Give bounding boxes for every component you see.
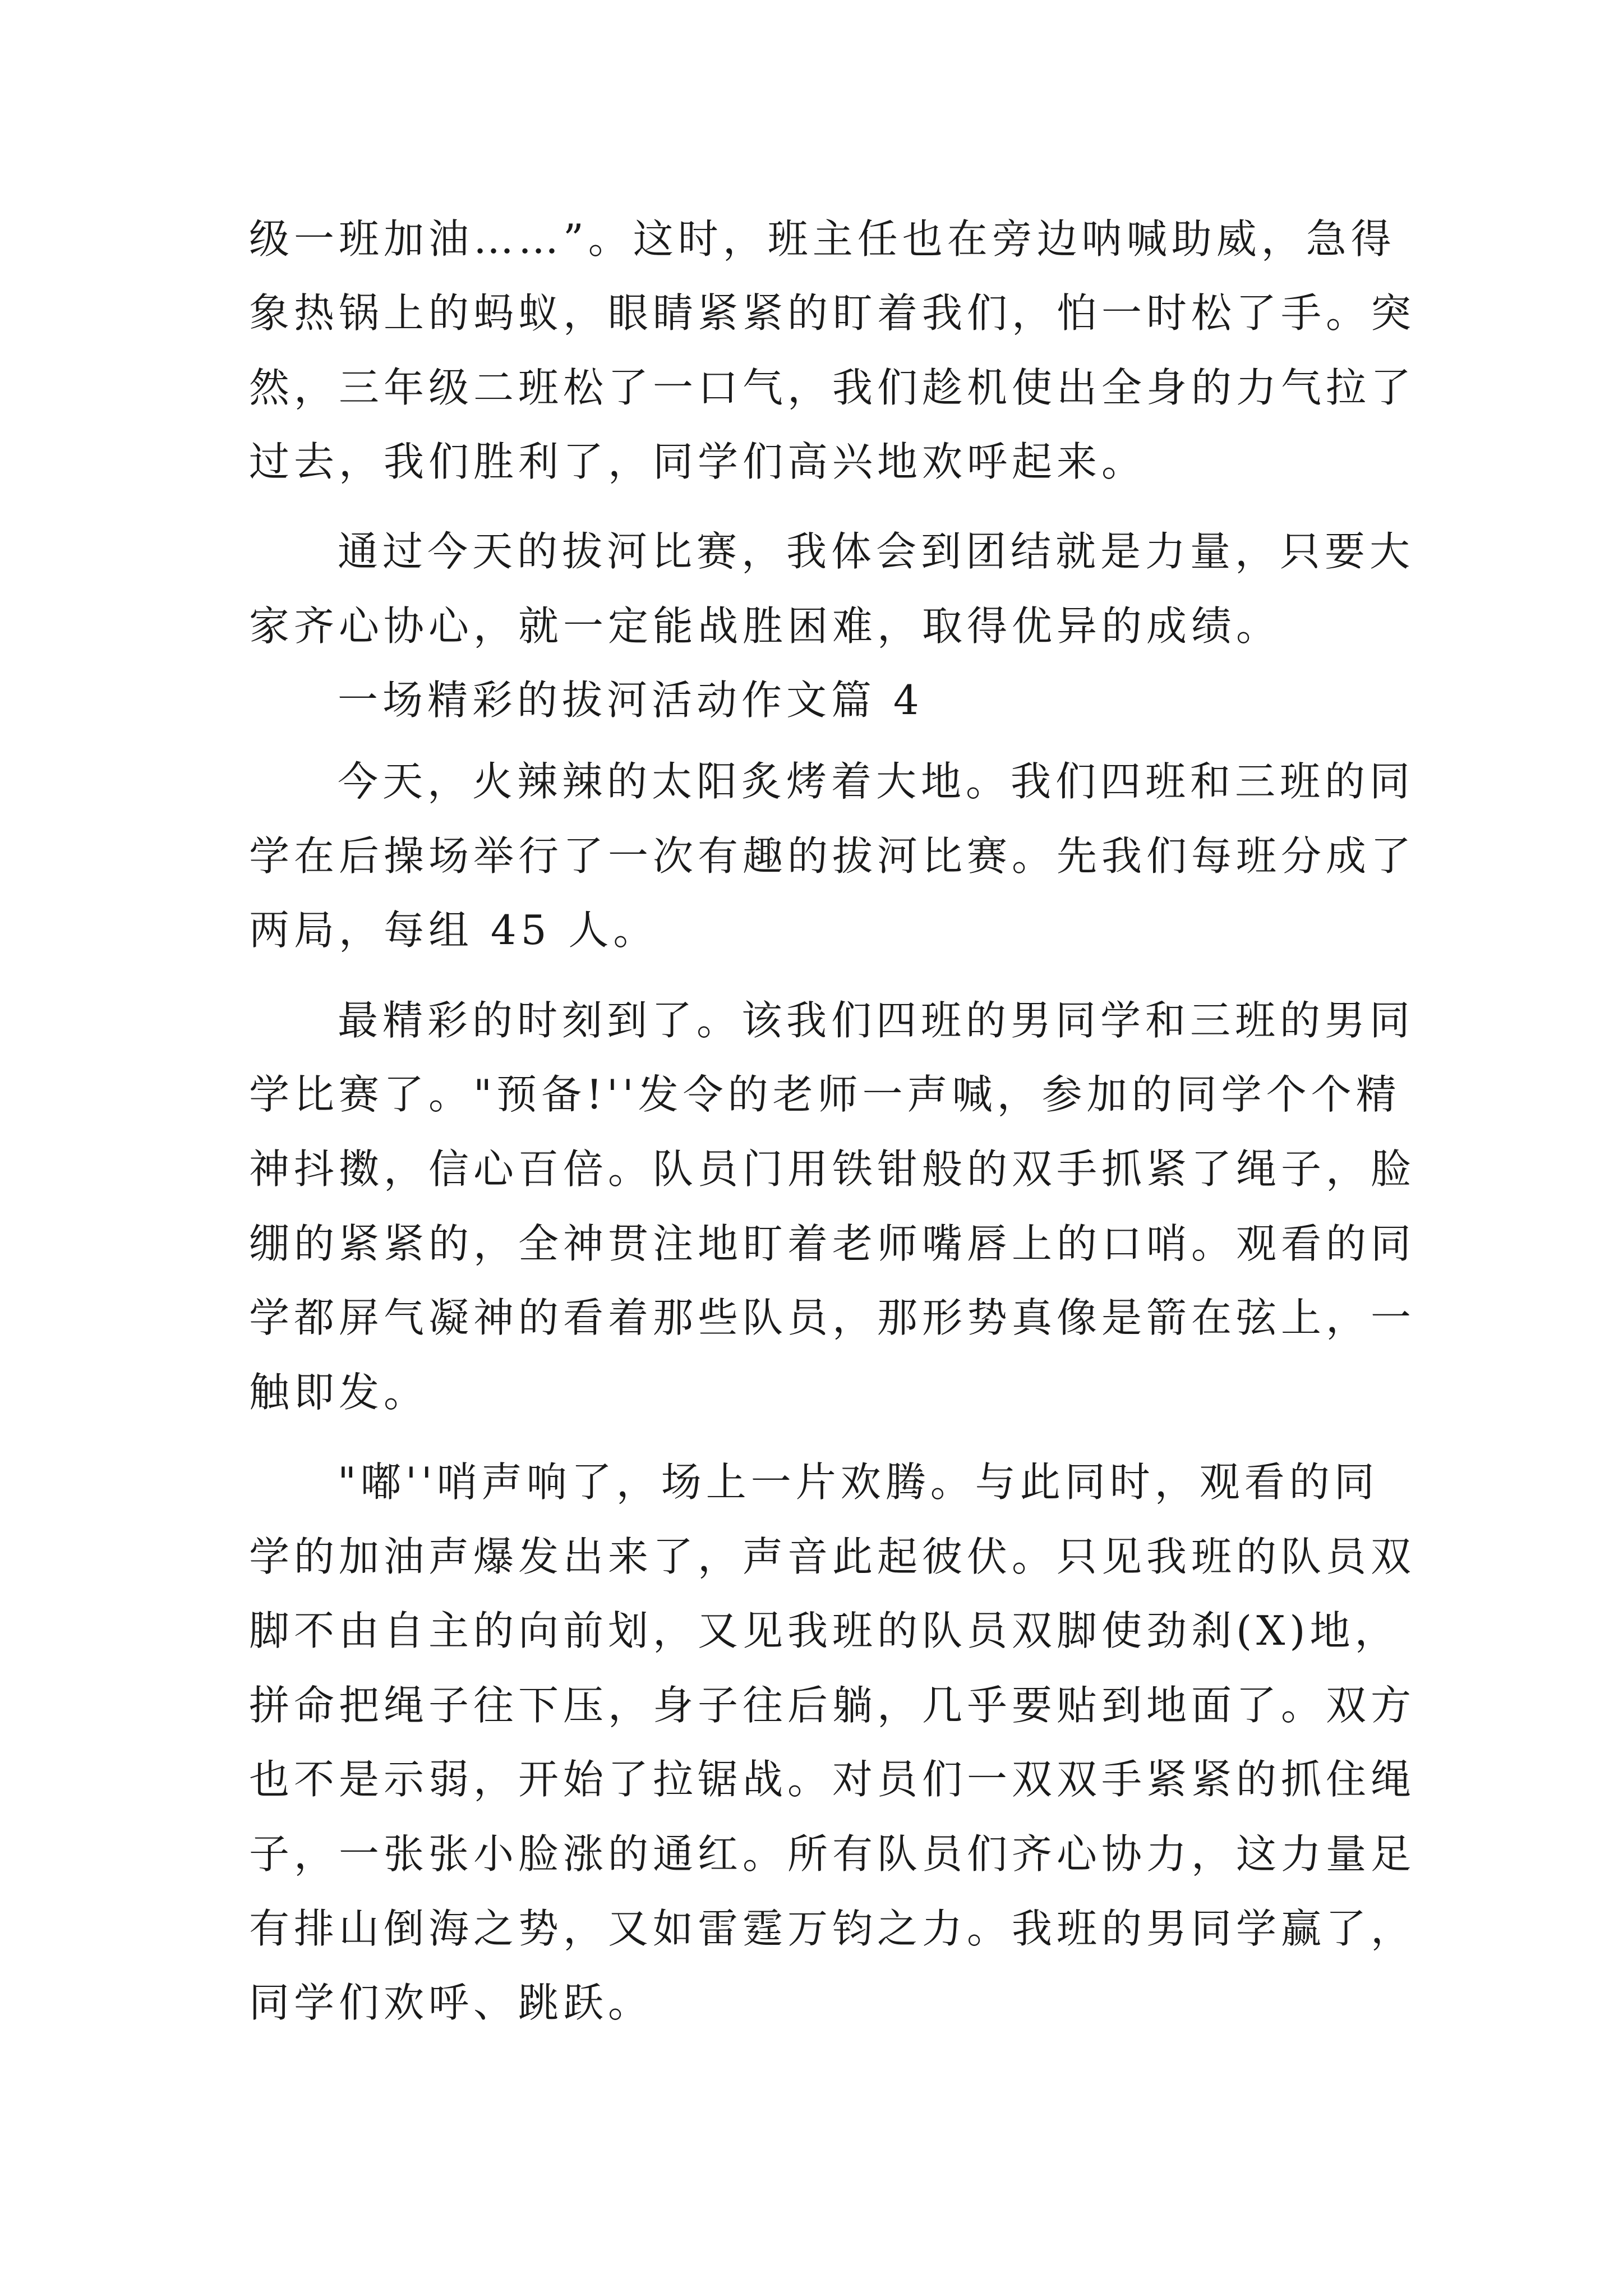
section-heading: 一场精彩的拔河活动作文篇 4 [338,677,924,724]
paragraph-start-line: 最精彩的时刻到了。该我们四班的男同学和三班的男同 [338,997,1415,1044]
text-line: 脚不由自主的向前划，又见我班的队员双脚使劲刹(X)地， [249,1607,1400,1654]
text-line: 触即发。 [249,1369,429,1416]
text-line: 两局，每组 45 人。 [249,907,658,954]
text-line: 也不是示弱，开始了拉锯战。对员们一双双手紧紧的抓住绳 [249,1756,1416,1803]
text-line: 象热锅上的蚂蚁，眼睛紧紧的盯着我们，怕一时松了手。突 [249,289,1416,337]
paragraph-start-line: 通过今天的拔河比赛，我体会到团结就是力量，只要大 [338,528,1415,575]
text-line: 绷的紧紧的，全神贯注地盯着老师嘴唇上的口哨。观看的同 [249,1220,1416,1267]
text-line: 家齐心协心，就一定能战胜困难，取得优异的成绩。 [249,602,1281,650]
text-line: 级一班加油……”。这时，班主任也在旁边呐喊助威，急得 [249,215,1396,263]
text-line: 神抖擞，信心百倍。队员门用铁钳般的双手抓紧了绳子，脸 [249,1145,1416,1193]
text-line: 过去，我们胜利了，同学们高兴地欢呼起来。 [249,438,1147,485]
text-line: 学的加油声爆发出来了，声音此起彼伏。只见我班的队员双 [249,1533,1416,1580]
text-line: 拼命把绳子往下压，身子往后躺，几乎要贴到地面了。双方 [249,1682,1416,1729]
text-line: 同学们欢呼、跳跃。 [249,1979,653,2026]
text-line: 然，三年级二班松了一口气，我们趁机使出全身的力气拉了 [249,364,1416,411]
text-line: 学在后操场举行了一次有趣的拔河比赛。先我们每班分成了 [249,832,1416,880]
text-line: 有排山倒海之势，又如雷霆万钧之力。我班的男同学赢了， [249,1905,1416,1952]
text-line: 子，一张张小脸涨的通红。所有队员们齐心协力，这力量足 [249,1830,1416,1878]
text-line: 学比赛了。"预备!''发令的老师一声喊，参加的同学个个精 [249,1071,1401,1118]
text-line: 学都屏气凝神的看着那些队员，那形势真像是箭在弦上，一 [249,1294,1416,1341]
paragraph-start-line: "嘟''哨声响了，场上一片欢腾。与此同时，观看的同 [338,1458,1379,1506]
paragraph-start-line: 今天，火辣辣的太阳炙烤着大地。我们四班和三班的同 [338,758,1415,805]
